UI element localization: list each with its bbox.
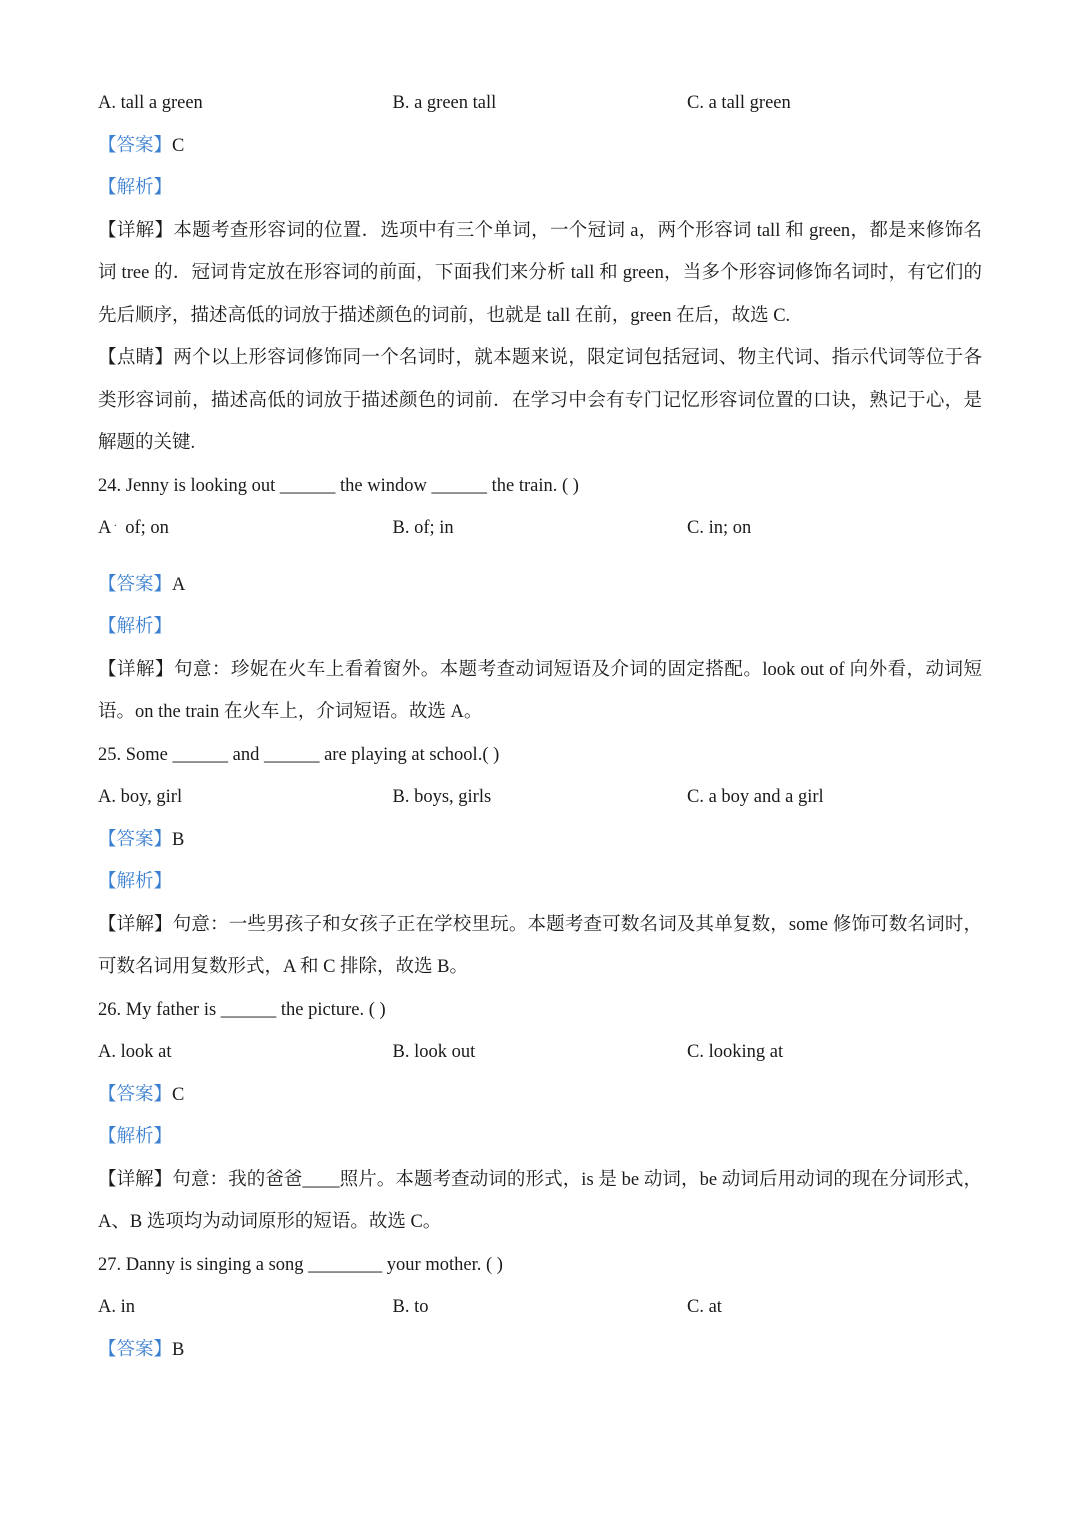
q24-options <box>98 507 982 550</box>
detail-text: 句意：珍妮在火车上看着窗外。本题考查动词短语及介词的固定搭配。look out of 向外看，动词短语。on the train 在火车上，介词短语。故选 A。 <box>98 659 982 722</box>
q25-options <box>98 776 982 819</box>
q27-option-a: A. in <box>98 1297 135 1317</box>
q23-tip <box>98 337 982 465</box>
q24-option-c: C. in; on <box>687 518 752 538</box>
document-page <box>98 82 982 1371</box>
q25-option-b: B. boys, girls <box>392 787 492 807</box>
tip-text: 两个以上形容词修饰同一个名词时，就本题来说，限定词包括冠词、物主代词、指示代词等位于各类形容词前，描述高低的词放于描述颜色的词前．在学习中会有专门记忆形容词位置的口诀，熟记于心，是解题的关键. <box>98 348 982 453</box>
q25-detail <box>98 904 982 989</box>
detail-text: 本题考查形容词的位置．选项中有三个单词，一个冠词 a，两个形容词 tall 和 green，都是来修饰名词 tree 的．冠词肯定放在形容词的前面，下面我们来分析 tall 和 green，当多个形容词修饰名词时，有它们的先后顺序，描述高低的词放于描述颜色的词前，也就是 tall 在前，green 在后，故选 C. <box>98 220 982 326</box>
analysis-tag: 【解析】 <box>98 1127 173 1147</box>
q24-option-b: B. of; in <box>392 518 454 538</box>
detail-tag: 【详解】 <box>98 659 174 680</box>
detail-text: 句意：一些男孩子和女孩子正在学校里玩。本题考查可数名词及其单复数，some 修饰可数名词时，可数名词用复数形式，A 和 C 排除，故选 B。 <box>98 914 982 977</box>
option-text: of; on <box>125 518 169 538</box>
q23-options <box>98 82 982 125</box>
q27-option-c: C. at <box>687 1297 722 1317</box>
q26-option-a: A. look at <box>98 1042 172 1062</box>
q24-answer <box>98 564 982 607</box>
q23-analysis <box>98 167 982 210</box>
q24-option-a <box>98 507 393 550</box>
q24-question: 24. Jenny is looking out ______ the window ______ the train. ( ) <box>98 475 579 496</box>
q27-question: 27. Danny is singing a song ________ your mother. ( ) <box>98 1254 503 1275</box>
option-letter: A <box>98 518 112 538</box>
detail-tag: 【详解】 <box>98 914 173 935</box>
q25-option-c: C. a boy and a girl <box>687 787 824 807</box>
detail-tag: 【详解】 <box>98 1169 173 1190</box>
answer-value: B <box>172 829 185 850</box>
answer-value: C <box>172 135 185 156</box>
q26-option-b: B. look out <box>392 1042 476 1062</box>
option-dot: . <box>114 518 117 529</box>
answer-value: A <box>172 574 186 595</box>
q26-answer <box>98 1074 982 1117</box>
answer-tag: 【答案】 <box>98 1339 173 1360</box>
answer-value: B <box>172 1339 185 1360</box>
q27-option-b: B. to <box>392 1297 429 1317</box>
q27-answer <box>98 1329 982 1372</box>
q24-analysis <box>98 606 982 649</box>
q25-answer <box>98 819 982 862</box>
answer-value: C <box>172 1084 185 1105</box>
q23-option-b: B. a green tall <box>392 93 497 113</box>
q26-option-c: C. looking at <box>687 1042 784 1062</box>
q24-detail <box>98 649 982 734</box>
analysis-tag: 【解析】 <box>98 178 173 198</box>
q26-detail <box>98 1159 982 1244</box>
q27-options <box>98 1286 982 1329</box>
answer-tag: 【答案】 <box>98 135 173 156</box>
q23-answer <box>98 125 982 168</box>
tip-tag: 【点睛】 <box>98 348 174 368</box>
q25-analysis <box>98 861 982 904</box>
q25-option-a: A. boy, girl <box>98 787 183 807</box>
q25-question: 25. Some ______ and ______ are playing at school.( ) <box>98 744 500 765</box>
q23-option-a: A. tall a green <box>98 93 203 113</box>
detail-text: 句意：我的爸爸____照片。本题考查动词的形式，is 是 be 动词，be 动词后用动词的现在分词形式，A、B 选项均为动词原形的短语。故选 C。 <box>98 1169 982 1232</box>
q26-options <box>98 1031 982 1074</box>
analysis-tag: 【解析】 <box>98 872 173 892</box>
q26-question: 26. My father is ______ the picture. ( ) <box>98 999 386 1020</box>
analysis-tag: 【解析】 <box>98 617 173 637</box>
detail-tag: 【详解】 <box>98 220 174 241</box>
q26-analysis <box>98 1116 982 1159</box>
q23-option-c: C. a tall green <box>687 93 791 113</box>
answer-tag: 【答案】 <box>98 829 173 850</box>
answer-tag: 【答案】 <box>98 574 173 595</box>
answer-tag: 【答案】 <box>98 1084 173 1105</box>
q23-detail <box>98 210 982 338</box>
